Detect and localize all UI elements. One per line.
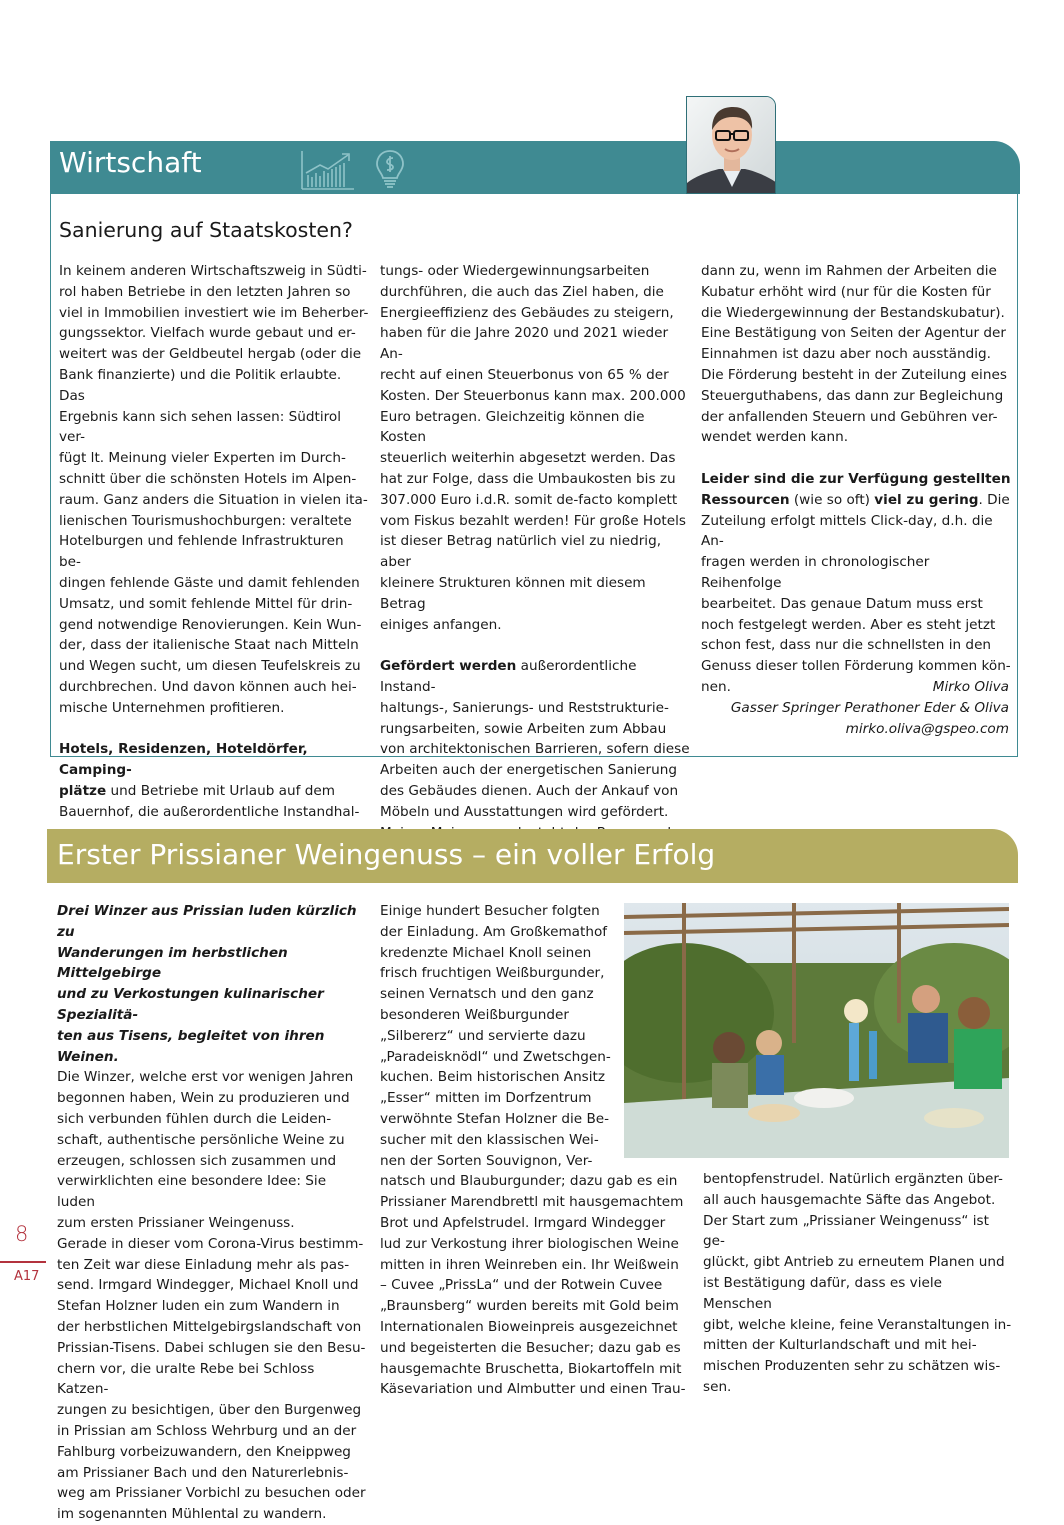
text-line: kuchen. Beim historischen Ansitz: [380, 1069, 606, 1086]
text-line: des Gebäudes dienen. Auch der Ankauf von: [380, 782, 679, 799]
wirtschaft-column-3: [701, 261, 1011, 698]
wirtschaft-column-2: [380, 261, 690, 843]
text-line: „Esser“ mitten im Dorfzentrum: [380, 1090, 592, 1107]
text-line: schon fest, dass nur die schnellsten in den: [701, 637, 992, 654]
text-line: rungsarbeiten, sowie Arbeiten zum Abbau: [380, 720, 667, 737]
text-line: Die Förderung besteht in der Zuteilung eines: [701, 366, 1007, 383]
text-line: Einnahmen ist dazu aber noch ausständig.: [701, 346, 991, 363]
text-line: Prissianer Marendbrettl mit hausgemachtem: [380, 1194, 684, 1211]
text-line: Euro betragen. Gleichzeitig können die Kosten: [380, 408, 645, 446]
text-line: dann zu, wenn im Rahmen der Arbeiten die: [701, 263, 997, 279]
text-line: weg am Prissianer Vorbichl zu besuchen oder: [57, 1485, 366, 1502]
text-line: wendet werden kann.: [701, 429, 849, 446]
text-line: Umsatz, und somit fehlende Mittel für drin-: [59, 595, 353, 612]
text-line: nen der Sorten Souvignon, Ver-: [380, 1152, 593, 1169]
intro-line: und zu Verkostungen kulinarischer Spezialitä-: [57, 986, 324, 1023]
prissian-column-3: [703, 1169, 1013, 1398]
text-line: Kosten. Der Steuerbonus kann max. 200.000: [380, 387, 686, 404]
text-line: Gerade in dieser vom Corona-Virus bestimm-: [57, 1235, 364, 1252]
text-span: . Die: [978, 491, 1010, 508]
text-line: Genuss dieser tollen Förderung kommen kön-: [701, 658, 1011, 675]
author-firm: Gasser Springer Perathoner Eder & Oliva: [730, 699, 1009, 716]
lightbulb-icon: [373, 148, 407, 190]
intro-line: Wanderungen im herbstlichen Mittelgebirge: [57, 944, 288, 982]
page-code: A17: [14, 1269, 40, 1284]
article-headline: Sanierung auf Staatskosten?: [59, 218, 353, 242]
text-line: ten Zeit war diese Einladung mehr als pas-: [57, 1256, 350, 1273]
text-line: rol haben Betriebe in den letzten Jahren so: [59, 283, 351, 300]
text-line: durchführen, die auch das Ziel haben, die: [380, 283, 664, 300]
text-line: schnitt über die schönsten Hotels im Alpen-: [59, 470, 357, 487]
text-line: vom Fiskus bezahlt werden! Für große Hotels: [380, 512, 686, 529]
text-line: gend notwendige Renovierungen. Kein Wun-: [59, 616, 362, 633]
prissian-column-1: [57, 901, 367, 1525]
text-line: Prissian-Tisens. Dabei schlugen sie den Besu-: [57, 1339, 366, 1356]
text-line: chern vor, die uralte Rebe bei Schloss Katzen-: [57, 1360, 315, 1398]
text-line: haben für die Jahre 2020 und 2021 wieder An-: [380, 325, 669, 363]
section-title: Erster Prissianer Weingenuss – ein voller Erfolg: [57, 838, 716, 871]
text-line: die Wiedergewinnung der Bestandskubatur).: [701, 304, 1005, 321]
text-line: begonnen haben, Wein zu produzieren und: [57, 1090, 350, 1107]
text-line: Eine Bestätigung von Seiten der Agentur der: [701, 325, 1006, 342]
bold-lead: Ressourcen: [701, 491, 790, 508]
text-line: Möbeln und Ausstattungen wird gefördert.: [380, 803, 669, 820]
text-line: haltungs-, Sanierungs- und Reststrukturie-: [380, 699, 669, 716]
text-line: sucher mit den klassischen Wei-: [380, 1131, 599, 1148]
section-title: Wirtschaft: [59, 146, 202, 179]
text-line: [59, 739, 369, 781]
text-line: der Einladung. Am Großkemathof: [380, 923, 608, 940]
text-line: [59, 781, 369, 802]
text-line: und begeisterten die Besucher; dazu gab es: [380, 1339, 681, 1356]
text-line: sen.: [703, 1378, 732, 1395]
text-line: bentopfenstrudel. Natürlich ergänzten über-: [703, 1171, 1003, 1187]
text-line: mischen Produzenten sehr zu schätzen wis-: [703, 1358, 1001, 1375]
text-line: Steuerguthabens, das dann zur Begleichung: [701, 387, 1004, 404]
text-line: Bauernhof, die außerordentliche Instandhal-: [59, 803, 360, 820]
text-line: In keinem anderen Wirtschaftszweig in Südti-: [59, 263, 367, 279]
text-span: (wie so oft): [789, 491, 875, 508]
text-line: dingen fehlende Gäste und damit fehlenden: [59, 574, 360, 591]
text-line: Internationalen Bioweinpreis ausgezeichnet: [380, 1318, 678, 1335]
text-line: [701, 490, 1011, 511]
page-marker-line: [0, 1261, 46, 1263]
text-line: mische Unternehmen profitieren.: [59, 699, 285, 716]
text-line: Arbeiten auch der energetischen Sanierung: [380, 762, 677, 779]
text-line: durchbrechen. Und davon können auch hei-: [59, 678, 357, 695]
text-line: der, dass der italienische Staat nach Mitteln: [59, 637, 359, 654]
chart-icon: [300, 151, 356, 191]
text-line: Brot und Apfelstrudel. Irmgard Windegger: [380, 1214, 666, 1231]
text-line: gungssektor. Vielfach wurde gebaut und er-: [59, 325, 356, 342]
author-name: Mirko Oliva: [932, 679, 1009, 695]
text-line: Der Start zum „Prissianer Weingenuss“ ist ge-: [703, 1212, 989, 1250]
text-line: Käsevariation und Almbutter und einen Trau-: [380, 1381, 686, 1398]
event-photo: [624, 903, 1009, 1158]
text-line: steuerlich weiterhin abgesetzt werden. Das: [380, 450, 676, 467]
text-line: weitert was der Geldbeutel hergab (oder die: [59, 346, 362, 363]
page-number: 8: [15, 1222, 29, 1246]
author-portrait: [686, 96, 776, 194]
prissian-header-bar: [47, 829, 1018, 883]
text-line: ist dieser Betrag natürlich viel zu niedrig, aber: [380, 533, 662, 571]
text-line: von architektonischen Barrieren, sofern diese: [380, 741, 690, 758]
bold-lead: plätze: [59, 782, 107, 799]
text-line: mitten in ihren Weinreben ein. Ihr Weißwein: [380, 1256, 679, 1273]
text-line: natsch und Blauburgunder; dazu gab es ein: [380, 1173, 678, 1190]
text-line: nen.: [701, 678, 731, 695]
intro-line: ten aus Tisens, begleitet von ihren Weinen.: [57, 1027, 325, 1065]
text-line: zum ersten Prissianer Weingenuss.: [57, 1214, 295, 1231]
text-line: schaft, authentische persönliche Weine zu: [57, 1131, 345, 1148]
text-line: Fahlburg vorbeizuwandern, den Kneippweg: [57, 1443, 351, 1460]
bold-lead: Gefördert werden: [380, 658, 517, 675]
text-line: gibt, welche kleine, feine Veranstaltungen in-: [703, 1316, 1012, 1333]
text-line: mitten der Kulturlandschaft und mit hei-: [703, 1337, 977, 1354]
text-line: kredenzte Michael Knoll seinen: [380, 944, 592, 961]
text-line: [701, 469, 1011, 490]
text-line: send. Irmgard Windegger, Michael Knoll und: [57, 1277, 359, 1294]
text-line: Bank finanzierte) und die Politik erlaubte. Das: [59, 366, 342, 404]
text-line: Kubatur erhöht wird (nur für die Kosten für: [701, 283, 991, 300]
text-line: verwirklichten eine besondere Idee: Sie luden: [57, 1173, 327, 1211]
text-line: zungen zu besichtigen, über den Burgenweg: [57, 1402, 362, 1419]
text-line: tungs- oder Wiedergewinnungsarbeiten: [380, 263, 650, 279]
text-line: „Silbererz“ und servierte dazu: [380, 1027, 586, 1044]
text-line: all auch hausgemachte Säfte das Angebot.: [703, 1191, 996, 1208]
text-line: Hotelburgen und fehlende Infrastrukturen be-: [59, 533, 344, 571]
text-line: 307.000 Euro i.d.R. somit de-facto komplett: [380, 491, 678, 508]
wirtschaft-header-bar: [50, 141, 1020, 194]
text-line: lienischen Tourismushochburgen: veraltete: [59, 512, 352, 529]
text-span: und Betriebe mit Urlaub auf dem: [106, 782, 335, 799]
text-line: seinen Vernatsch und den ganz: [380, 986, 594, 1003]
text-line: bearbeitet. Das genaue Datum muss erst: [701, 595, 983, 612]
text-line: hausgemachte Bruschetta, Biokartoffeln mit: [380, 1360, 682, 1377]
text-line: in Prissian am Schloss Wehrburg und an der: [57, 1422, 357, 1439]
text-line: viel in Immobilien investiert wie im Beherber-: [59, 304, 369, 321]
text-line: frisch fruchtigen Weißburgunder,: [380, 965, 605, 982]
text-line: noch festgelegt werden. Aber es steht jetzt: [701, 616, 996, 633]
text-line: – Cuvee „PrissLa“ und der Rotwein Cuvee: [380, 1277, 663, 1294]
text-line: Stefan Holzner luden ein zum Wandern in: [57, 1298, 340, 1315]
text-line: im sogenannten Mühlental zu wandern.: [57, 1506, 327, 1523]
wirtschaft-column-1: [59, 261, 369, 823]
text-line: ist Bestätigung dafür, dass es viele Menschen: [703, 1274, 942, 1312]
text-line: sich verbunden fühlen durch die Leiden-: [57, 1110, 332, 1127]
text-line: und Wegen sucht, um diesen Teufelskreis zu: [59, 658, 361, 675]
text-line: Einige hundert Besucher folgten: [380, 903, 600, 919]
author-email[interactable]: mirko.oliva@gspeo.com: [845, 720, 1009, 737]
intro-line: Drei Winzer aus Prissian luden kürzlich zu: [57, 903, 357, 940]
text-line: Zuteilung erfolgt mittels Click-day, d.h. die An-: [701, 512, 993, 550]
bold-lead: viel zu gering: [874, 491, 979, 508]
text-line: der anfallenden Steuern und Gebühren ver-: [701, 408, 998, 425]
text-line: Ergebnis kann sich sehen lassen: Südtirol ver-: [59, 408, 342, 446]
text-span: außerordentliche Instand-: [380, 658, 637, 695]
bold-lead: Leider sind die zur Verfügung gestellten: [701, 470, 1011, 487]
text-line: Energieeffizienz des Gebäudes zu steigern,: [380, 304, 674, 321]
bold-lead: Hotels, Residenzen, Hoteldörfer, Camping-: [59, 741, 308, 779]
text-line: „Paradeisknödl“ und Zwetschgen-: [380, 1048, 611, 1065]
text-line: kleinere Strukturen können mit diesem Betrag: [380, 574, 646, 612]
text-line: fügt lt. Meinung vieler Experten im Durch-: [59, 450, 346, 467]
text-line: besonderen Weißburgunder: [380, 1006, 569, 1023]
text-line: fragen werden in chronologischer Reihenfolge: [701, 554, 930, 591]
text-line: der herbstlichen Mittelgebirgslandschaft von: [57, 1318, 362, 1335]
text-line: am Prissianer Bach und den Naturerlebnis-: [57, 1464, 349, 1481]
text-line: „Braunsberg“ wurden bereits mit Gold beim: [380, 1298, 679, 1315]
text-line: hat zur Folge, dass die Umbaukosten bis zu: [380, 470, 676, 487]
text-line: glückt, gibt Antrieb zu erneutem Planen und: [703, 1254, 1005, 1271]
text-line: verwöhnte Stefan Holzner die Be-: [380, 1110, 610, 1127]
text-line: lud zur Verkostung ihrer biologischen Weine: [380, 1235, 679, 1252]
text-line: erzeugen, schlossen sich zusammen und: [57, 1152, 337, 1169]
text-line: Die Winzer, welche erst vor wenigen Jahren: [57, 1069, 354, 1086]
text-line: recht auf einen Steuerbonus von 65 % der: [380, 366, 669, 383]
text-line: raum. Ganz anders die Situation in vielen ita-: [59, 491, 368, 508]
text-line: einiges anfangen.: [380, 616, 502, 633]
text-line: [380, 656, 690, 698]
author-signature: [731, 677, 1009, 739]
